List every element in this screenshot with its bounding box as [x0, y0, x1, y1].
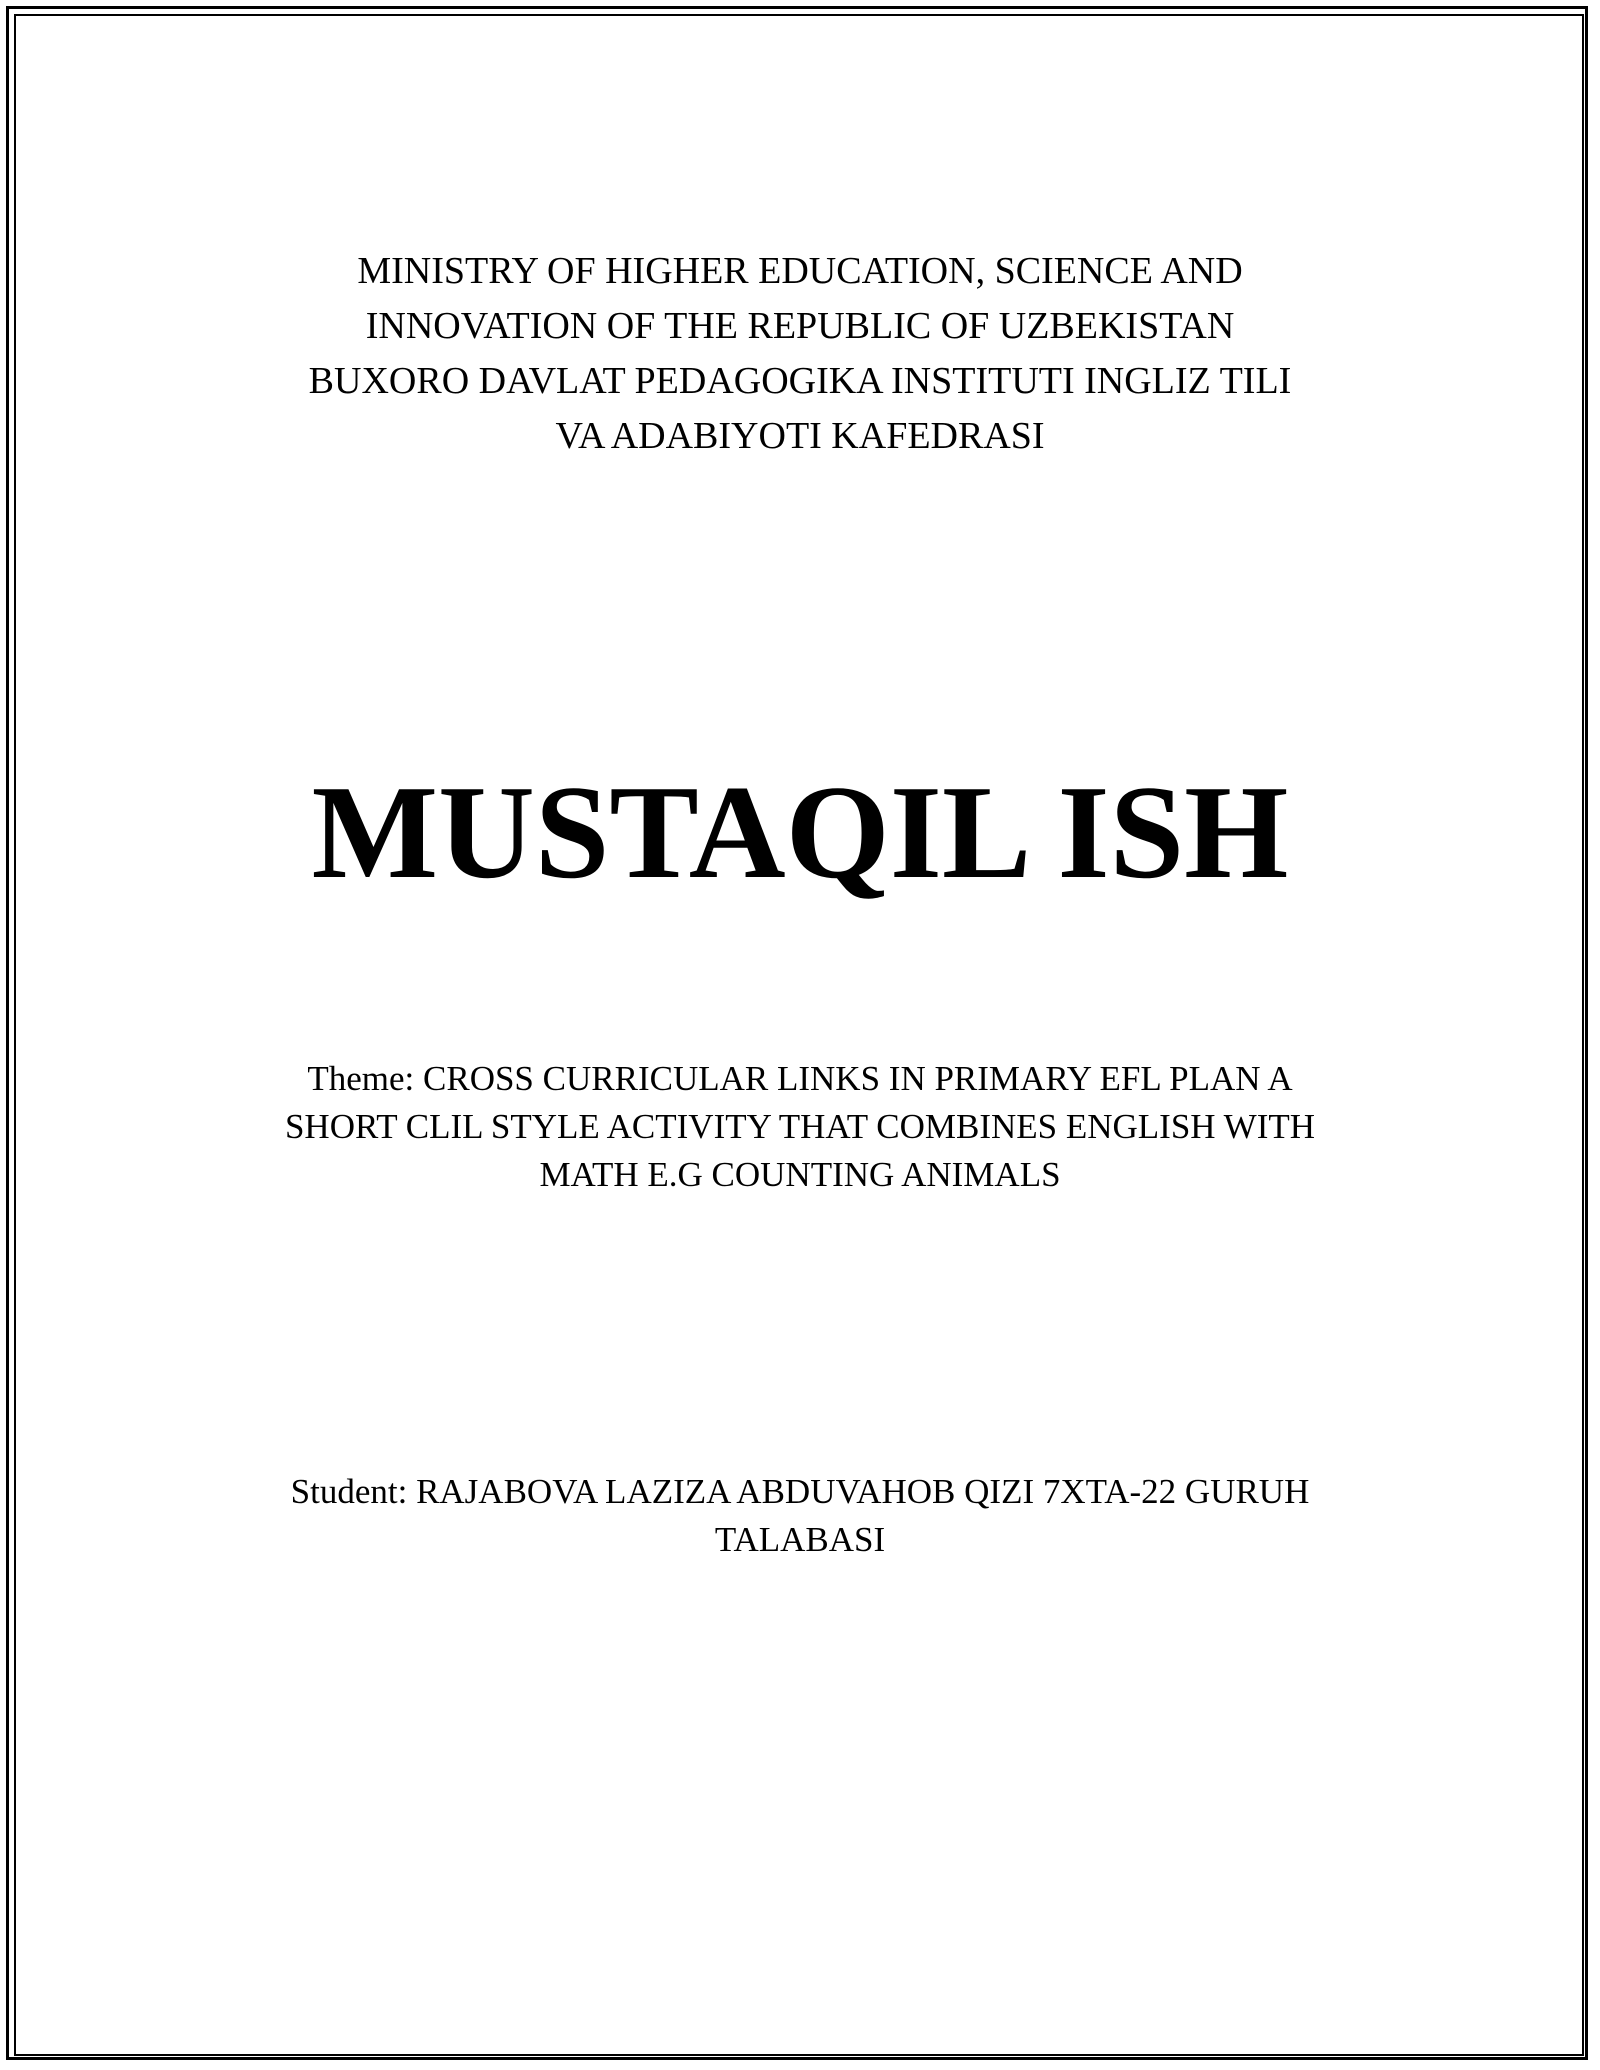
student-line: Student: RAJABOVA LAZIZA ABDUVAHOB QIZI 7XTA-22 GURUH: [290, 1472, 1310, 1511]
document-title: MUSTAQIL ISH: [311, 758, 1289, 906]
header-line: INNOVATION OF THE REPUBLIC OF UZBEKISTAN: [365, 305, 1235, 347]
student-info: [200, 1468, 1400, 1564]
institution-header: [200, 244, 1400, 464]
theme-line: Theme: CROSS CURRICULAR LINKS IN PRIMARY EFL PLAN A: [307, 1059, 1293, 1098]
header-line: BUXORO DAVLAT PEDAGOGIKA INSTITUTI INGLIZ TILI: [308, 360, 1292, 402]
theme-line: MATH E.G COUNTING ANIMALS: [539, 1155, 1061, 1194]
header-line: VA ADABIYOTI KAFEDRASI: [555, 415, 1045, 457]
student-line: TALABASI: [714, 1520, 886, 1559]
theme-text: [200, 1055, 1400, 1199]
header-line: MINISTRY OF HIGHER EDUCATION, SCIENCE AND: [357, 250, 1243, 292]
theme-line: SHORT CLIL STYLE ACTIVITY THAT COMBINES ENGLISH WITH: [284, 1107, 1316, 1146]
